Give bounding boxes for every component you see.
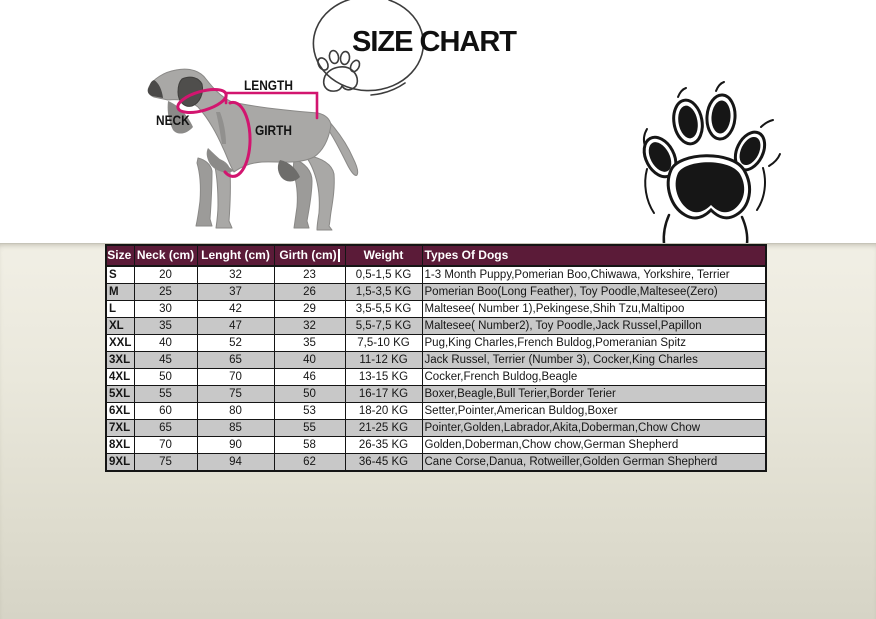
cell-lenght: 65 xyxy=(197,352,274,369)
cell-girth: 46 xyxy=(274,369,345,386)
cell-weight: 1,5-3,5 KG xyxy=(345,284,422,301)
cell-weight: 18-20 KG xyxy=(345,403,422,420)
length-label: LENGTH xyxy=(244,77,293,93)
cell-weight: 21-25 KG xyxy=(345,420,422,437)
cell-girth: 32 xyxy=(274,318,345,335)
column-header-lenght: Lenght (cm) xyxy=(197,245,274,266)
column-header-size: Size xyxy=(106,245,134,266)
cell-types: Cane Corse,Danua, Rotweiller,Golden German Shepherd xyxy=(422,454,766,472)
cell-types: Setter,Pointer,American Buldog,Boxer xyxy=(422,403,766,420)
table-row xyxy=(106,318,766,335)
table-row xyxy=(106,352,766,369)
cell-size: 7XL xyxy=(106,420,134,437)
dog-far-hind-leg xyxy=(293,159,312,228)
cell-size: S xyxy=(106,266,134,284)
cell-lenght: 52 xyxy=(197,335,274,352)
column-header-girth-text: Girth (cm) xyxy=(279,247,337,262)
cell-girth: 29 xyxy=(274,301,345,318)
cell-neck: 35 xyxy=(134,318,197,335)
cell-neck: 20 xyxy=(134,266,197,284)
cell-neck: 75 xyxy=(134,454,197,472)
cell-types: Jack Russel, Terrier (Number 3), Cocker,King Charles xyxy=(422,352,766,369)
table-row xyxy=(106,266,766,284)
cell-girth: 62 xyxy=(274,454,345,472)
cell-lenght: 90 xyxy=(197,437,274,454)
cell-lenght: 42 xyxy=(197,301,274,318)
cell-types: Pug,King Charles,French Buldog,Pomeranian Spitz xyxy=(422,335,766,352)
cell-types: Boxer,Beagle,Bull Terier,Border Terier xyxy=(422,386,766,403)
cell-lenght: 37 xyxy=(197,284,274,301)
cell-types: Golden,Doberman,Chow chow,German Shepherd xyxy=(422,437,766,454)
top-panel xyxy=(0,0,876,243)
cell-lenght: 80 xyxy=(197,403,274,420)
cell-neck: 45 xyxy=(134,352,197,369)
cell-weight: 26-35 KG xyxy=(345,437,422,454)
cell-lenght: 32 xyxy=(197,266,274,284)
cell-size: 4XL xyxy=(106,369,134,386)
size-chart-table xyxy=(105,244,767,472)
cell-girth: 26 xyxy=(274,284,345,301)
table-row xyxy=(106,386,766,403)
cell-girth: 23 xyxy=(274,266,345,284)
cell-types: Cocker,French Buldog,Beagle xyxy=(422,369,766,386)
cell-weight: 16-17 KG xyxy=(345,386,422,403)
cell-neck: 25 xyxy=(134,284,197,301)
cell-weight: 0,5-1,5 KG xyxy=(345,266,422,284)
cell-neck: 55 xyxy=(134,386,197,403)
cell-neck: 60 xyxy=(134,403,197,420)
table-header-row xyxy=(106,245,766,266)
cell-weight: 3,5-5,5 KG xyxy=(345,301,422,318)
cell-types: Maltesee( Number2), Toy Poodle,Jack Russel,Papillon xyxy=(422,318,766,335)
cell-girth: 53 xyxy=(274,403,345,420)
cell-girth: 40 xyxy=(274,352,345,369)
cell-types: Maltesee( Number 1),Pekingese,Shih Tzu,Maltipoo xyxy=(422,301,766,318)
neck-label: NECK xyxy=(156,112,190,128)
table-row xyxy=(106,420,766,437)
cell-girth: 50 xyxy=(274,386,345,403)
cell-girth: 35 xyxy=(274,335,345,352)
cell-weight: 11-12 KG xyxy=(345,352,422,369)
column-header-weight: Weight xyxy=(345,245,422,266)
cell-girth: 55 xyxy=(274,420,345,437)
cell-size: L xyxy=(106,301,134,318)
column-header-girth xyxy=(274,245,345,266)
cell-size: 8XL xyxy=(106,437,134,454)
column-header-neck: Neck (cm) xyxy=(134,245,197,266)
table-row xyxy=(106,284,766,301)
cell-weight: 5,5-7,5 KG xyxy=(345,318,422,335)
cell-girth: 58 xyxy=(274,437,345,454)
girth-label: GIRTH xyxy=(255,122,293,138)
cell-types: Pomerian Boo(Long Feather), Toy Poodle,Maltesee(Zero) xyxy=(422,284,766,301)
cell-neck: 50 xyxy=(134,369,197,386)
table-row xyxy=(106,369,766,386)
cell-neck: 40 xyxy=(134,335,197,352)
cell-weight: 7,5-10 KG xyxy=(345,335,422,352)
cell-lenght: 70 xyxy=(197,369,274,386)
cell-lenght: 75 xyxy=(197,386,274,403)
dog-far-front-leg xyxy=(196,158,212,226)
cell-lenght: 85 xyxy=(197,420,274,437)
table-row xyxy=(106,437,766,454)
cell-types: 1-3 Month Puppy,Pomerian Boo,Chiwawa, Yorkshire, Terrier xyxy=(422,266,766,284)
cell-neck: 30 xyxy=(134,301,197,318)
cell-types: Pointer,Golden,Labrador,Akita,Doberman,Chow Chow xyxy=(422,420,766,437)
table-row xyxy=(106,335,766,352)
cell-size: XXL xyxy=(106,335,134,352)
page-title: SIZE CHART xyxy=(352,26,516,58)
cell-size: 9XL xyxy=(106,454,134,472)
column-header-types: Types Of Dogs xyxy=(422,245,766,266)
cell-size: 6XL xyxy=(106,403,134,420)
table-row xyxy=(106,403,766,420)
cell-size: M xyxy=(106,284,134,301)
cell-size: 3XL xyxy=(106,352,134,369)
cell-neck: 65 xyxy=(134,420,197,437)
cell-neck: 70 xyxy=(134,437,197,454)
table-row xyxy=(106,454,766,472)
cell-size: 5XL xyxy=(106,386,134,403)
table-row xyxy=(106,301,766,318)
cell-size: XL xyxy=(106,318,134,335)
cell-lenght: 47 xyxy=(197,318,274,335)
cell-weight: 13-15 KG xyxy=(345,369,422,386)
text-caret-icon xyxy=(338,249,340,262)
cell-lenght: 94 xyxy=(197,454,274,472)
paw-print-icon xyxy=(633,74,813,246)
cell-weight: 36-45 KG xyxy=(345,454,422,472)
